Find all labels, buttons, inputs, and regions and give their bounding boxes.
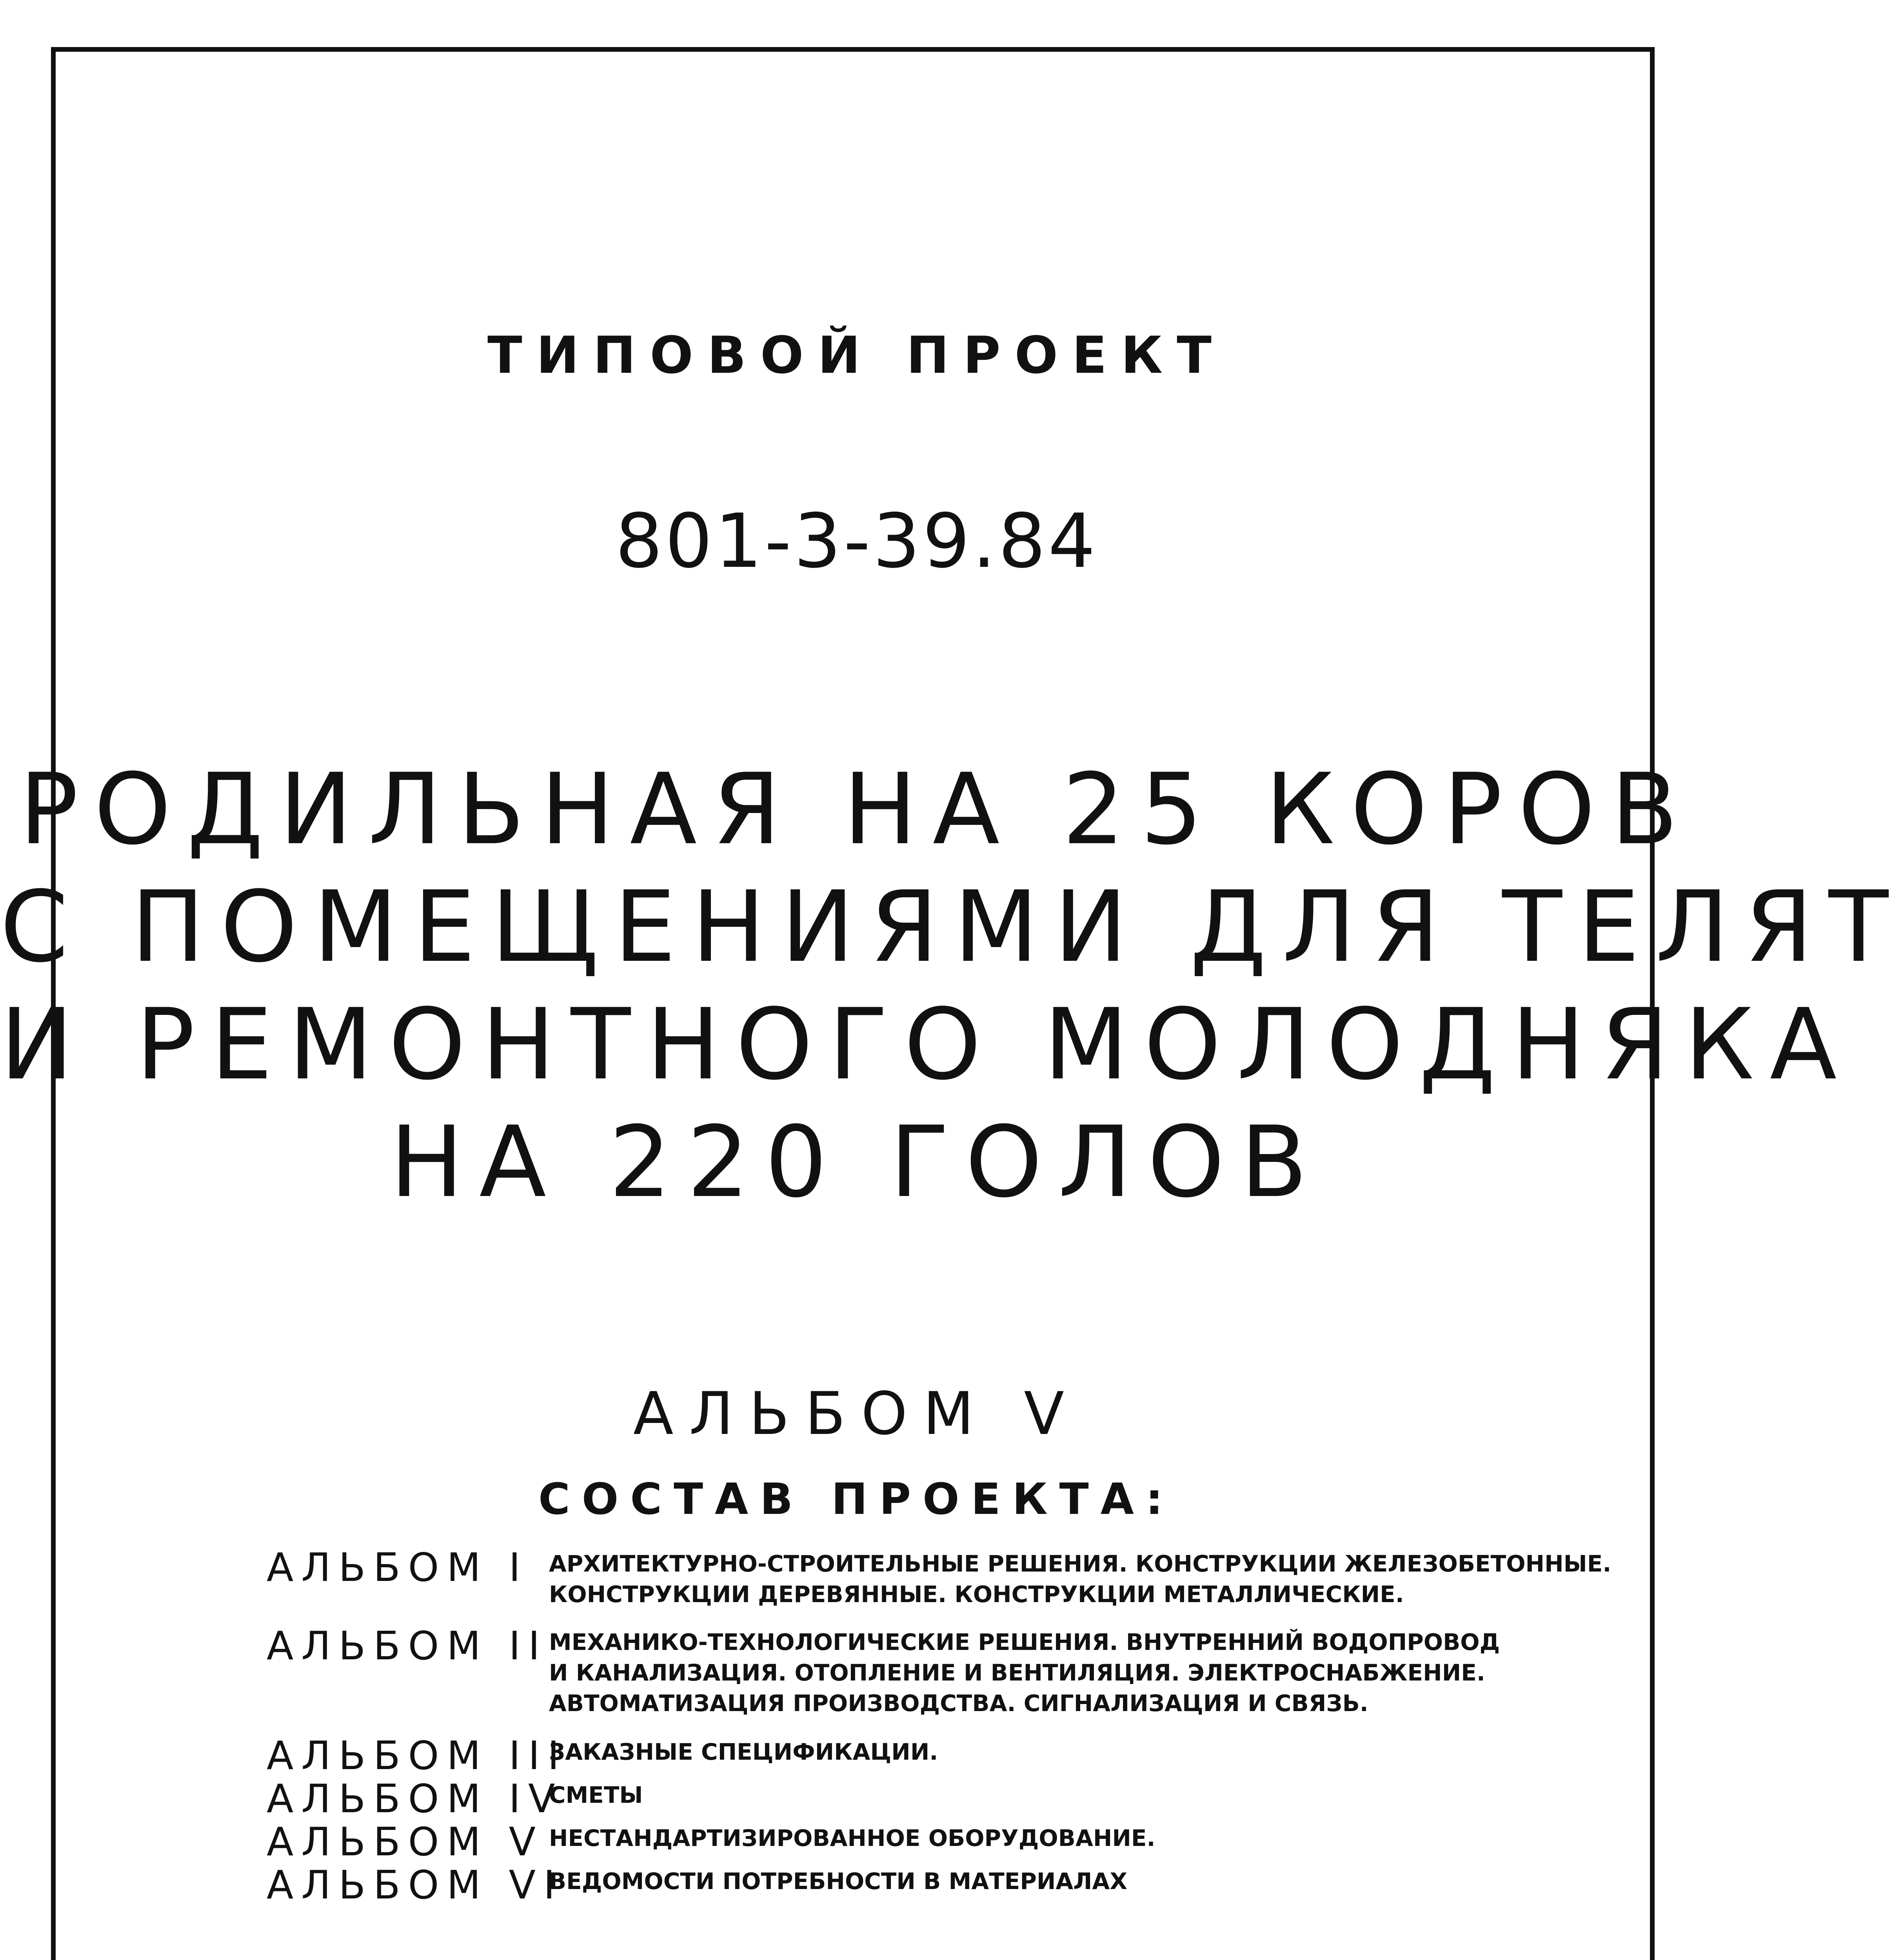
album-description	[549, 1866, 1608, 1896]
description-line: НЕСТАНДАРТИЗИРОВАННОЕ ОБОРУДОВАНИЕ.	[549, 1825, 1155, 1851]
album-description	[549, 1780, 1608, 1810]
album-description	[549, 1737, 1608, 1767]
album-name: АЛЬБОМ V	[267, 1819, 543, 1865]
album-name: АЛЬБОМ VI	[267, 1862, 563, 1908]
album-name: АЛЬБОМ II	[267, 1623, 548, 1669]
title-line: С ПОМЕЩЕНИЯМИ ДЛЯ ТЕЛЯТ	[0, 870, 1904, 984]
description-line: ЗАКАЗНЫЕ СПЕЦИФИКАЦИИ.	[549, 1739, 938, 1765]
description-line: АВТОМАТИЗАЦИЯ ПРОИЗВОДСТВА. СИГНАЛИЗАЦИЯ И СВЯЗЬ.	[549, 1690, 1368, 1717]
description-line: ВЕДОМОСТИ ПОТРЕБНОСТИ В МАТЕРИАЛАХ	[549, 1868, 1128, 1895]
album-name: АЛЬБОМ III	[267, 1733, 567, 1779]
title-line: И РЕМОНТНОГО МОЛОДНЯКА	[0, 987, 1853, 1102]
composition-heading: СОСТАВ ПРОЕКТА:	[538, 1474, 1175, 1524]
title-line: РОДИЛЬНАЯ НА 25 КОРОВ	[19, 752, 1694, 866]
album-heading: АЛЬБОМ V	[633, 1380, 1080, 1448]
description-line: МЕХАНИКО-ТЕХНОЛОГИЧЕСКИЕ РЕШЕНИЯ. ВНУТРЕННИЙ ВОДОПРОВОД	[549, 1629, 1500, 1655]
album-description	[549, 1823, 1608, 1853]
series-label: ТИПОВОЙ ПРОЕКТ	[487, 325, 1226, 385]
album-description	[549, 1627, 1608, 1719]
project-number: 801-3-39.84	[615, 498, 1098, 584]
description-line: И КАНАЛИЗАЦИЯ. ОТОПЛЕНИЕ И ВЕНТИЛЯЦИЯ. ЭЛЕКТРОСНАБЖЕНИЕ.	[549, 1659, 1485, 1686]
album-name: АЛЬБОМ I	[267, 1544, 529, 1590]
album-description	[549, 1548, 1611, 1610]
title-line: НА 220 ГОЛОВ	[390, 1105, 1323, 1219]
description-line: СМЕТЫ	[549, 1782, 643, 1808]
album-name: АЛЬБОМ IV	[267, 1776, 563, 1822]
description-line: АРХИТЕКТУРНО-СТРОИТЕЛЬНЫЕ РЕШЕНИЯ. КОНСТРУКЦИИ ЖЕЛЕЗОБЕТОННЫЕ.	[549, 1550, 1611, 1577]
description-line: КОНСТРУКЦИИ ДЕРЕВЯННЫЕ. КОНСТРУКЦИИ МЕТАЛЛИЧЕСКИЕ.	[549, 1581, 1404, 1608]
